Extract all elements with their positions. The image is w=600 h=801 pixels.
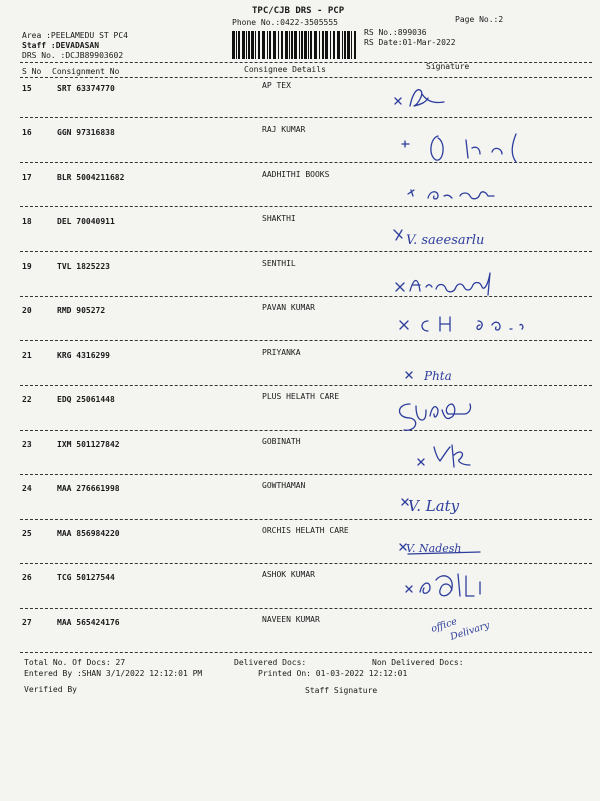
- row-consignee: PRIYANKA: [262, 348, 301, 357]
- col-signature: Signature: [426, 62, 470, 71]
- row-consignee: ORCHIS HELATH CARE: [262, 526, 349, 535]
- barcode-bar: [273, 31, 276, 59]
- row-sno: 15: [22, 84, 32, 93]
- barcode-bar: [322, 31, 324, 59]
- row-consignee: ASHOK KUMAR: [262, 570, 315, 579]
- barcode-bar: [251, 31, 254, 59]
- page-number: Page No.:2: [455, 15, 504, 24]
- col-consignee: Consignee Details: [244, 65, 326, 74]
- signature-22: [370, 396, 560, 436]
- signature-19: [370, 263, 560, 303]
- signature-27: [370, 608, 560, 648]
- row-consignee: SENTHIL: [262, 259, 296, 268]
- row-consignee: PLUS HELATH CARE: [262, 392, 340, 401]
- header-divider: [20, 62, 592, 63]
- barcode-bar: [299, 31, 300, 59]
- rs-date: RS Date:01-Mar-2022: [364, 38, 456, 47]
- entered-by: Entered By :SHAN 3/1/2022 12:12:01 PM: [24, 669, 203, 678]
- barcode-bar: [347, 31, 350, 59]
- barcode-bar: [351, 31, 352, 59]
- signature-20: [370, 307, 560, 347]
- barcode-bar: [354, 31, 356, 59]
- row-consignment: BLR 5004211682: [57, 173, 125, 182]
- printed-on: Printed On: 01-03-2022 12:12:01: [258, 669, 408, 678]
- col-sno: S No: [22, 67, 42, 76]
- row-consignment: TCG 50127544: [57, 573, 115, 582]
- delivered-docs: Delivered Docs:: [234, 658, 307, 667]
- row-sno: 25: [22, 529, 32, 538]
- row-sno: 21: [22, 351, 32, 360]
- row-sno: 17: [22, 173, 32, 182]
- row-consignee: GOWTHAMAN: [262, 481, 306, 490]
- row-consignment: KRG 4316299: [57, 351, 110, 360]
- row-sno: 20: [22, 306, 32, 315]
- signature-18-text: V. saeesarlu: [406, 233, 485, 248]
- signature-23: [370, 441, 560, 481]
- staff-label: Staff :DEVADASAN: [22, 41, 100, 50]
- barcode-bar: [325, 31, 328, 59]
- barcode-bar: [319, 31, 320, 59]
- barcode: [232, 31, 358, 59]
- row-consignment: MAA 565424176: [57, 618, 120, 627]
- signature-24: [370, 485, 560, 525]
- row-consignment: GGN 97316838: [57, 128, 115, 137]
- total-docs: Total No. Of Docs: 27: [24, 658, 126, 667]
- signature-25-text: V. Nadesh: [406, 542, 462, 555]
- barcode-bar: [301, 31, 303, 59]
- signature-16: [370, 128, 560, 168]
- barcode-bar: [242, 31, 245, 59]
- row-divider: [20, 652, 592, 653]
- phone-number: Phone No.:0422-3505555: [232, 18, 338, 27]
- row-sno: 24: [22, 484, 32, 493]
- barcode-bar: [304, 31, 307, 59]
- row-consignment: DEL 70040911: [57, 217, 115, 226]
- barcode-bar: [344, 31, 346, 59]
- signature-21-text: Phta: [424, 369, 452, 383]
- row-consignment: EDQ 25061448: [57, 395, 115, 404]
- verified-by: Verified By: [24, 685, 77, 694]
- row-consignment: MAA 276661998: [57, 484, 120, 493]
- rs-number: RS No.:899036: [364, 28, 427, 37]
- row-consignment: SRT 63374770: [57, 84, 115, 93]
- area-label: Area :PEELAMEDU ST PC4: [22, 31, 128, 40]
- row-sno: 27: [22, 618, 32, 627]
- barcode-bar: [262, 31, 265, 59]
- barcode-bar: [330, 31, 331, 59]
- barcode-bar: [267, 31, 268, 59]
- row-consignee: RAJ KUMAR: [262, 125, 306, 134]
- barcode-bar: [238, 31, 240, 59]
- barcode-bar: [289, 31, 290, 59]
- barcode-bar: [255, 31, 256, 59]
- signature-17: [370, 174, 560, 214]
- document-title: TPC/CJB DRS - PCP: [252, 6, 345, 16]
- non-delivered-docs: Non Delivered Docs:: [372, 658, 464, 667]
- barcode-bar: [291, 31, 293, 59]
- barcode-bar: [337, 31, 340, 59]
- barcode-bar: [310, 31, 312, 59]
- row-sno: 22: [22, 395, 32, 404]
- row-consignment: RMD 905272: [57, 306, 106, 315]
- row-consignment: TVL 1825223: [57, 262, 110, 271]
- header-divider-bottom: [20, 77, 592, 78]
- signature-24-text: V. Laty: [408, 497, 460, 515]
- barcode-bar: [236, 31, 237, 59]
- row-consignee: NAVEEN KUMAR: [262, 615, 320, 624]
- barcode-bar: [246, 31, 247, 59]
- signature-25: [370, 530, 560, 570]
- row-sno: 18: [22, 217, 32, 226]
- signature-15: [370, 84, 560, 124]
- row-sno: 23: [22, 440, 32, 449]
- row-consignment: IXM 501127842: [57, 440, 120, 449]
- col-consignment: Consignment No: [52, 67, 120, 76]
- row-consignee: AADHITHI BOOKS: [262, 170, 330, 179]
- barcode-bar: [314, 31, 317, 59]
- signature-21: [370, 352, 560, 392]
- barcode-bar: [285, 31, 288, 59]
- drs-number: DRS No. :DCJB89903602: [22, 51, 124, 60]
- barcode-bar: [248, 31, 250, 59]
- barcode-bar: [232, 31, 235, 59]
- barcode-bar: [281, 31, 283, 59]
- signature-27-text-2: Delivary: [448, 619, 491, 643]
- row-consignee: AP TEX: [262, 81, 291, 90]
- barcode-bar: [333, 31, 335, 59]
- signature-18: [370, 218, 560, 258]
- barcode-bar: [278, 31, 279, 59]
- row-consignee: SHAKTHI: [262, 214, 296, 223]
- signature-26: [370, 568, 560, 608]
- row-sno: 26: [22, 573, 32, 582]
- row-sno: 16: [22, 128, 32, 137]
- barcode-bar: [269, 31, 271, 59]
- signature-27-text-1: office: [429, 616, 459, 635]
- staff-signature: Staff Signature: [305, 686, 378, 695]
- barcode-bar: [308, 31, 309, 59]
- row-consignee: GOBINATH: [262, 437, 301, 446]
- barcode-bar: [258, 31, 260, 59]
- row-sno: 19: [22, 262, 32, 271]
- barcode-bar: [342, 31, 343, 59]
- barcode-bar: [294, 31, 297, 59]
- row-consignee: PAVAN KUMAR: [262, 303, 315, 312]
- row-consignment: MAA 856984220: [57, 529, 120, 538]
